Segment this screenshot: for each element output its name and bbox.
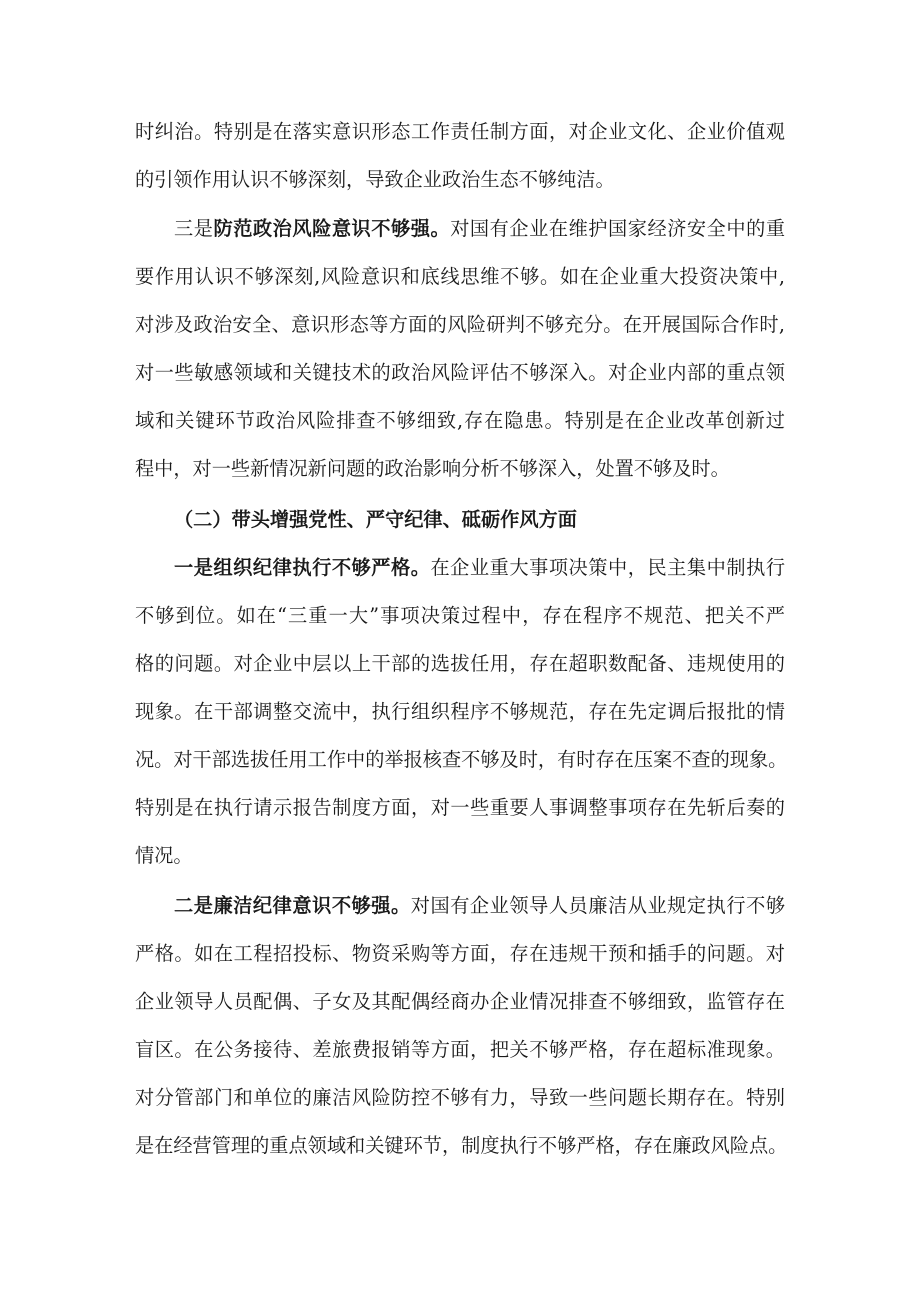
text-line: 的引领作用认识不够深刻，导致企业政治生态不够纯洁。 [135, 168, 615, 191]
text-line: 严格。如在工程招投标、物资采购等方面，存在违规干预和插手的问题。对 [135, 942, 785, 965]
text-line: 域和关键环节政治风险排查不够细致,存在隐患。特别是在企业改革创新过 [135, 409, 785, 432]
paragraph-first-line [174, 888, 785, 924]
text-line: 况。对干部选拔任用工作中的举报核查不够及时，有时存在压案不查的现象。 [135, 748, 788, 771]
paragraph-lead: 三是 [174, 217, 214, 240]
paragraph-bold-lead: 二是廉洁纪律意识不够强。 [174, 894, 411, 917]
text-line: 是在经营管理的重点领域和关键环节，制度执行不够严格，存在廉政风险点。 [135, 1134, 788, 1157]
text-line: 现象。在干部调整交流中，执行组织程序不够规范，存在先定调后报批的情 [135, 700, 785, 723]
text-line: 时纠治。特别是在落实意识形态工作责任制方面，对企业文化、企业价值观 [135, 120, 785, 143]
text-line: 特别是在执行请示报告制度方面，对一些重要人事调整事项存在先斩后奏的 [135, 796, 785, 819]
paragraph-text: 对国有企业在维护国家经济安全中的重 [450, 217, 786, 240]
text-line: 情况。 [135, 844, 193, 867]
paragraph-bold-lead: 防范政治风险意识不够强。 [213, 217, 451, 240]
paragraph-bold-lead: 一是组织纪律执行不够严格。 [174, 556, 431, 579]
paragraph-text: 对国有企业领导人员廉洁从业规定执行不够 [410, 894, 786, 917]
text-line: 格的问题。对企业中层以上干部的选拔任用，存在超职数配备、违规使用的 [135, 652, 785, 675]
text-line: 要作用认识不够深刻,风险意识和底线思维不够。如在企业重大投资决策中, [135, 265, 785, 288]
text-line: 盲区。在公务接待、差旅费报销等方面，把关不够严格，存在超标准现象。 [135, 1038, 785, 1061]
text-line: 对涉及政治安全、意识形态等方面的风险研判不够充分。在开展国际合作时, [135, 313, 785, 336]
text-line: 企业领导人员配偶、子女及其配偶经商办企业情况排查不够细致，监管存在 [135, 990, 785, 1013]
text-line: 对分管部门和单位的廉洁风险防控不够有力，导致一些问题长期存在。特别 [135, 1086, 785, 1109]
paragraph-first-line [174, 550, 785, 586]
text-line: 对一些敏感领域和关键技术的政治风险评估不够深入。对企业内部的重点领 [135, 361, 785, 384]
paragraph-first-line [174, 211, 785, 247]
text-line: 程中，对一些新情况新问题的政治影响分析不够深入，处置不够及时。 [135, 457, 730, 480]
paragraph-text: 在企业重大事项决策中，民主集中制执行 [430, 556, 786, 579]
text-line: 不够到位。如在“三重一大”事项决策过程中，存在程序不规范、把关不严 [135, 604, 785, 627]
section-heading: （二）带头增强党性、严守纪律、砥砺作风方面 [174, 508, 577, 531]
